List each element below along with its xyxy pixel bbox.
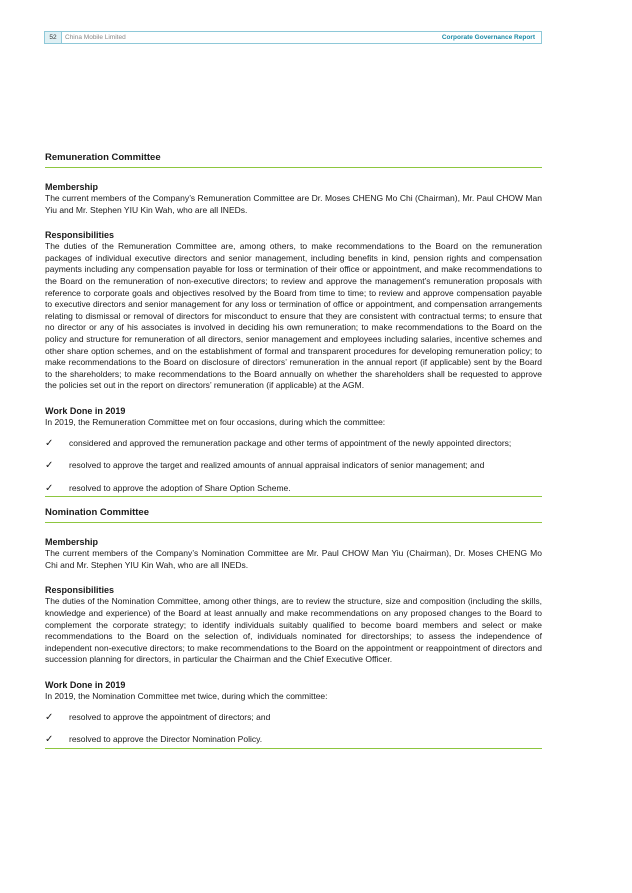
- remuneration-membership-heading: Membership: [45, 182, 99, 192]
- report-title: Corporate Governance Report: [441, 34, 535, 41]
- list-item-text: resolved to approve the target and realized amounts of annual appraisal indicators of senior management; and: [69, 460, 485, 471]
- list-item: [45, 483, 542, 497]
- list-item-text: considered and approved the remuneration package and other terms of appointment of the newly appointed directors;: [69, 437, 512, 448]
- list-item: [45, 734, 542, 748]
- nomination-work-intro: In 2019, the Nomination Committee met twice, during which the committee:: [45, 691, 328, 702]
- remuneration-work-list: [45, 438, 542, 497]
- list-item-text: resolved to approve the appointment of directors; and: [69, 711, 271, 722]
- company-name: China Mobile Limited: [65, 34, 126, 41]
- remuneration-committee-section: [45, 152, 542, 497]
- nomination-committee-section: [45, 507, 542, 749]
- remuneration-membership-text: The current members of the Company’s Remuneration Committee are Dr. Moses CHENG Mo Chi (Chairman), Mr. Paul CHOW Man Yiu and Mr. Stephen YIU Kin Wah, who are all INEDs.: [45, 193, 542, 215]
- remuneration-work-intro: In 2019, the Remuneration Committee met on four occasions, during which the committee:: [45, 416, 386, 427]
- list-item-text: resolved to approve the Director Nomination Policy.: [69, 734, 263, 745]
- section-divider: [45, 496, 542, 497]
- check-icon: ✓: [45, 734, 54, 746]
- nomination-membership-text: The current members of the Company’s Nomination Committee are Mr. Paul CHOW Man Yiu (Chairman), Dr. Moses CHENG Mo Chi and Mr. Stephen YIU Kin Wah, who are all INEDs.: [45, 548, 542, 570]
- section-divider: [45, 748, 542, 749]
- remuneration-committee-title: Remuneration Committee: [45, 152, 542, 168]
- page-number: 52: [45, 32, 62, 43]
- list-item: [45, 460, 542, 472]
- page-content: [45, 152, 542, 759]
- remuneration-work-heading: Work Done in 2019: [45, 405, 126, 416]
- list-item-text: resolved to approve the adoption of Share Option Scheme.: [69, 482, 291, 493]
- page-header: [44, 31, 542, 44]
- remuneration-responsibilities-text: The duties of the Remuneration Committee are, among others, to make recommendations to the Board on the remuneration packages of individual executive directors and senior management, including benefits in kind, pension rights and compensation payments including any compensation payable for loss or termination of their office or appointment, and make recommendations to the Board on the remuneration of non-executive directors; to review and approve the management’s remuneration proposals with reference to corporate goals and objectives resolved by the Board from time to time; to review and approve compensation payable to executive directors and senior management for any loss or termination of office or appointment, and compensation arrangements relating to dismissal or removal of directors for misconduct to ensure that they are consistent with contractual terms; to ensure that no director or any of his associates is involved in deciding his own remuneration; to make recommendations to the Board on the policy and structure for remuneration of all directors, senior management and employees including salaries, incentive schemes and other share option schemes, and on the establishment of formal and transparent procedures for developing remuneration policy; to make recommendations to the Board on disclosure of directors’ remuneration in the annual report (if applicable) sent by the Board to the shareholders; to make recommendations to the Board annually on whether the shareholders shall be requested to approve the policies set out in the report on directors’ remuneration (if applicable) at the AGM.: [45, 241, 542, 391]
- check-icon: ✓: [45, 711, 54, 723]
- list-item: [45, 438, 542, 450]
- check-icon: ✓: [45, 482, 54, 494]
- nomination-work-list: [45, 712, 542, 748]
- check-icon: ✓: [45, 437, 54, 449]
- nomination-committee-title: Nomination Committee: [45, 507, 542, 523]
- remuneration-responsibilities-heading: Responsibilities: [45, 230, 115, 241]
- nomination-membership-heading: Membership: [45, 537, 99, 548]
- list-item: [45, 712, 542, 724]
- nomination-responsibilities-heading: Responsibilities: [45, 585, 115, 596]
- nomination-work-heading: Work Done in 2019: [45, 680, 126, 691]
- nomination-responsibilities-text: The duties of the Nomination Committee, among other things, are to review the structure, size and composition (including the skills, knowledge and experience) of the Board at least annually and make recommendations on any proposed changes to the Board to complement the corporate strategy; to identify individuals suitably qualified to become board members and select or make recommendations to the Board on the selection of, individuals nominated for directorships; to assess the independence of independent non-executive directors; to make recommendations to the Board on the appointment or reappointment of directors and succession planning for directors, in particular the Chairman and the Chief Executive Officer.: [45, 596, 542, 665]
- check-icon: ✓: [45, 460, 54, 472]
